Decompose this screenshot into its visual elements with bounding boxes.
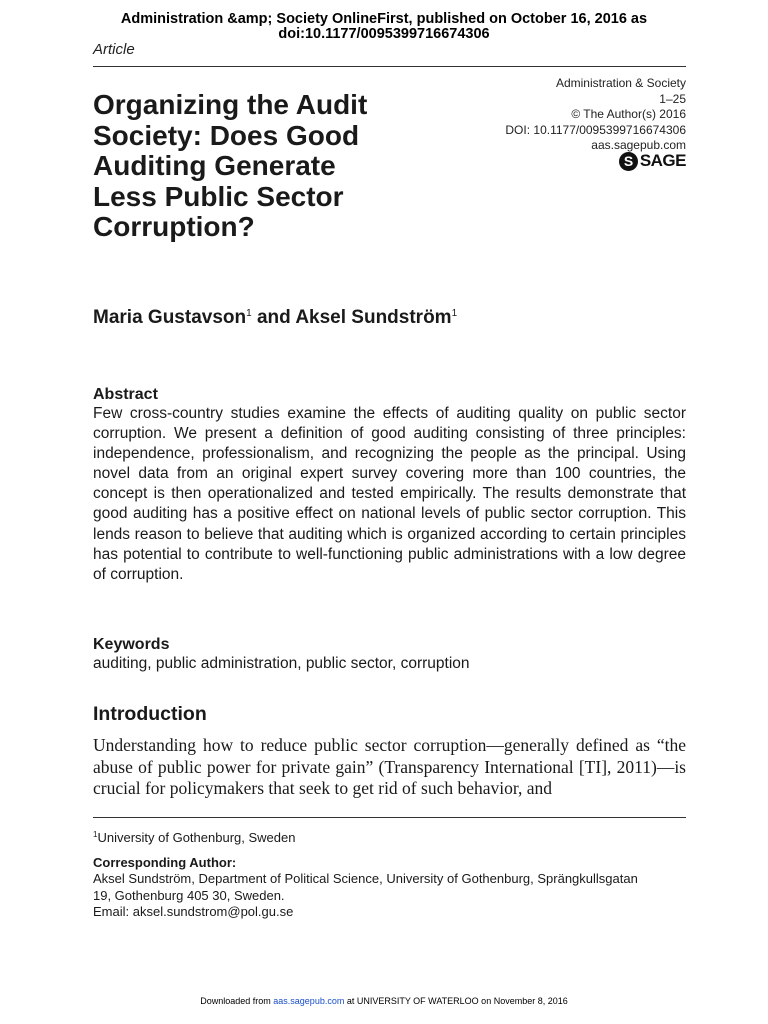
journal-info bbox=[505, 76, 686, 154]
journal-site[interactable]: aas.sagepub.com bbox=[591, 138, 686, 152]
banner-line-1: Administration &amp; Society OnlineFirst, published on October 16, 2016 as bbox=[120, 11, 648, 27]
download-notice bbox=[0, 996, 768, 1006]
abstract-text: Few cross-country studies examine the effects of auditing quality on public sector corruption. We present a definition of good auditing consisting of three principles: independence, professionalism, and recognizing the people as the principal. Using novel data from an original expert survey covering more than 100 countries, the concept is then operationalized and tested empirically. The results demonstrate that good auditing has a positive effect on national levels of public sector corruption. This lends reason to believe that auditing which is organized according to certain principles has potential to contribute to well-functioning public administrations with a low degree of corruption. bbox=[93, 405, 686, 583]
download-suffix: at UNIVERSITY OF WATERLOO on November 8, 2016 bbox=[344, 996, 568, 1006]
keywords-text: auditing, public administration, public sector, corruption bbox=[93, 655, 470, 672]
affiliation-footnote bbox=[93, 827, 295, 846]
sage-logo bbox=[619, 151, 686, 171]
author-1-affiliation-mark: 1 bbox=[246, 308, 252, 319]
banner-line-2: doi:10.1177/0095399716674306 bbox=[278, 26, 490, 42]
article-type-label: Article bbox=[93, 41, 135, 58]
footnote-divider bbox=[93, 817, 686, 818]
abstract-heading: Abstract bbox=[93, 386, 158, 403]
journal-name: Administration & Society bbox=[555, 76, 686, 90]
title-line: Corruption? bbox=[93, 211, 255, 242]
footnote-text: University of Gothenburg, Sweden bbox=[97, 830, 296, 845]
corresponding-address-line: Aksel Sundström, Department of Political Science, University of Gothenburg, Sprängkullsgatan bbox=[93, 871, 638, 886]
online-first-banner bbox=[0, 12, 768, 42]
journal-copyright: © The Author(s) 2016 bbox=[571, 107, 686, 121]
author-1: Maria Gustavson bbox=[93, 307, 247, 328]
article-title bbox=[93, 90, 433, 243]
journal-doi: DOI: 10.1177/0095399716674306 bbox=[505, 122, 686, 137]
journal-pages: 1–25 bbox=[659, 91, 686, 106]
footnote-mark: 1 bbox=[93, 830, 98, 839]
header-divider bbox=[93, 66, 686, 67]
keywords-heading: Keywords bbox=[93, 636, 170, 653]
title-line: Organizing the Audit bbox=[93, 89, 368, 120]
title-line: Less Public Sector bbox=[93, 180, 344, 212]
sage-s-icon: S bbox=[619, 152, 638, 171]
corresponding-author-details bbox=[93, 871, 693, 921]
download-link[interactable]: aas.sagepub.com bbox=[273, 996, 345, 1006]
author-2-affiliation-mark: 1 bbox=[451, 308, 458, 319]
author-2: Aksel Sundström bbox=[295, 307, 452, 328]
corresponding-author-heading: Corresponding Author: bbox=[93, 855, 237, 870]
download-prefix: Downloaded from bbox=[200, 996, 274, 1006]
corresponding-address-line: 19, Gothenburg 405 30, Sweden. bbox=[93, 887, 285, 903]
author-list bbox=[93, 302, 457, 330]
author-joiner: and bbox=[251, 307, 296, 328]
introduction-heading: Introduction bbox=[93, 703, 207, 725]
title-line: Auditing Generate bbox=[93, 150, 336, 181]
introduction-text: Understanding how to reduce public sector corruption—generally defined as “the abuse of public power for private gain” (Transparency International [TI], 2011)—is crucial for policymakers that seek to get rid of such behavior, and bbox=[93, 735, 686, 798]
sage-logo-text: SAGE bbox=[639, 151, 686, 170]
title-line: Society: Does Good bbox=[93, 119, 360, 151]
corresponding-email[interactable]: Email: aksel.sundstrom@pol.gu.se bbox=[93, 904, 294, 919]
